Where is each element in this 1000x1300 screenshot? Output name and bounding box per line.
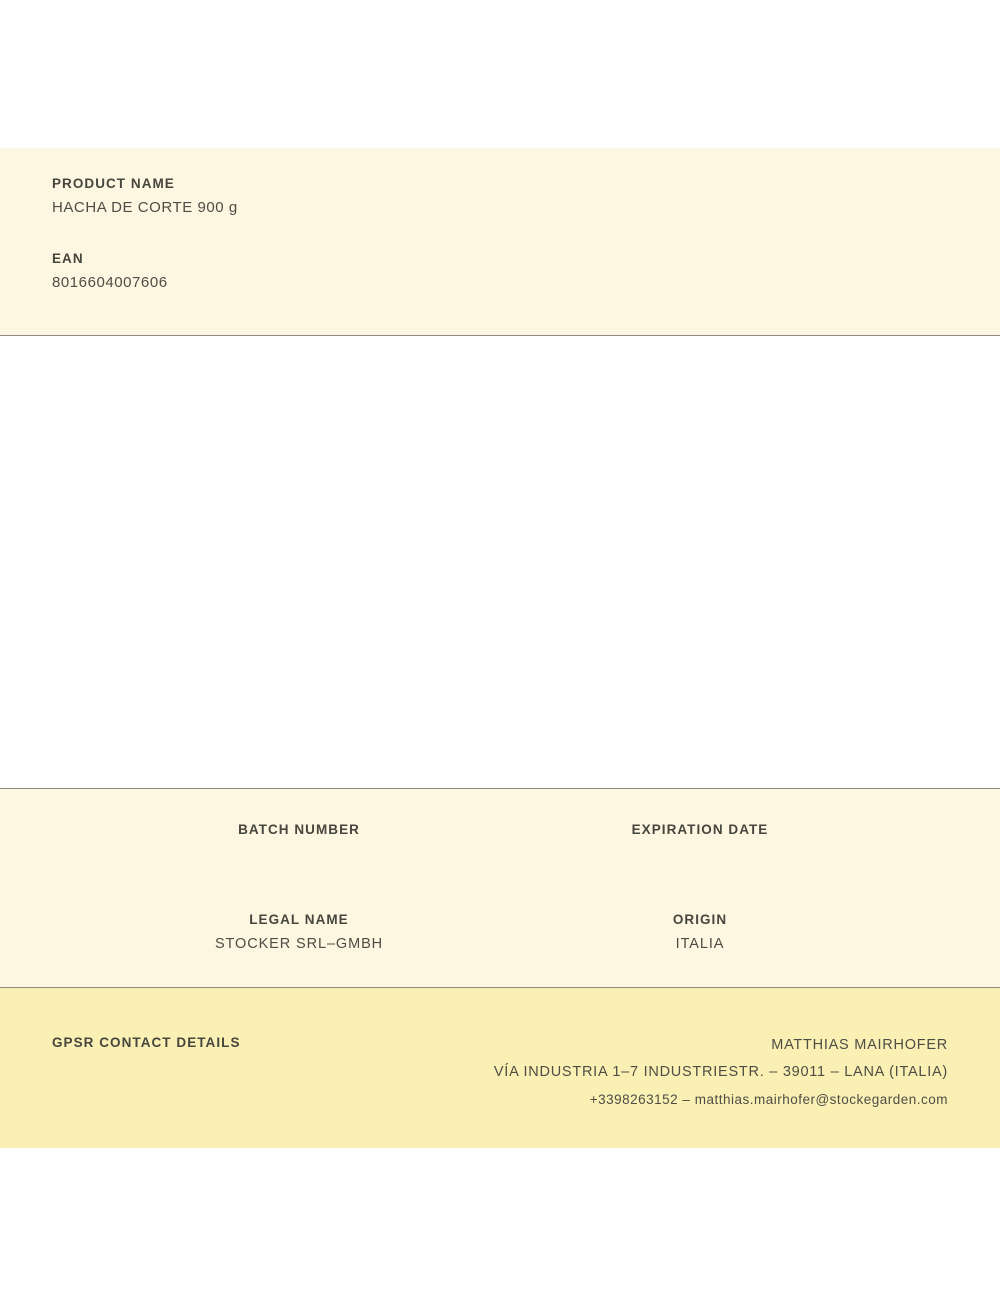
origin-label: ORIGIN: [672, 912, 728, 927]
origin-value: ITALIA: [675, 936, 725, 952]
expiration-date-field: [550, 822, 850, 846]
ean-value: 8016604007606: [52, 274, 168, 291]
gpsr-contact-address: VÍA INDUSTRIA 1–7 INDUSTRIESTR. – 39011 – LANA (ITALIA): [493, 1064, 948, 1080]
legal-name-label: LEGAL NAME: [249, 912, 349, 927]
expiration-date-label: EXPIRATION DATE: [631, 822, 769, 837]
product-name-value: HACHA DE CORTE 900 g: [52, 199, 238, 216]
gpsr-contact-details: [494, 1032, 948, 1113]
gpsr-contact-name: MATTHIAS MAIRHOFER: [771, 1037, 948, 1053]
gpsr-contact-label: GPSR CONTACT DETAILS: [52, 1035, 241, 1050]
ean-field: [52, 251, 1000, 291]
batch-number-field: [149, 822, 449, 846]
ean-label: EAN: [52, 251, 84, 266]
product-name-field: [52, 176, 1000, 216]
legal-name-value: STOCKER SRL–GMBH: [214, 936, 384, 952]
batch-number-label: BATCH NUMBER: [238, 822, 360, 837]
legal-name-field: [149, 912, 449, 952]
gpsr-contact-phone-email: +3398263152 – matthias.mairhofer@stockegarden.com: [589, 1092, 948, 1107]
middle-blank-area: [0, 336, 1000, 788]
top-blank-area: [0, 0, 1000, 148]
product-info-block: [0, 148, 1000, 336]
origin-field: [550, 912, 850, 952]
product-name-label: PRODUCT NAME: [52, 176, 175, 191]
batch-details-block: [0, 788, 1000, 988]
bottom-blank-area: [0, 1148, 1000, 1300]
gpsr-contact-block: [0, 988, 1000, 1148]
